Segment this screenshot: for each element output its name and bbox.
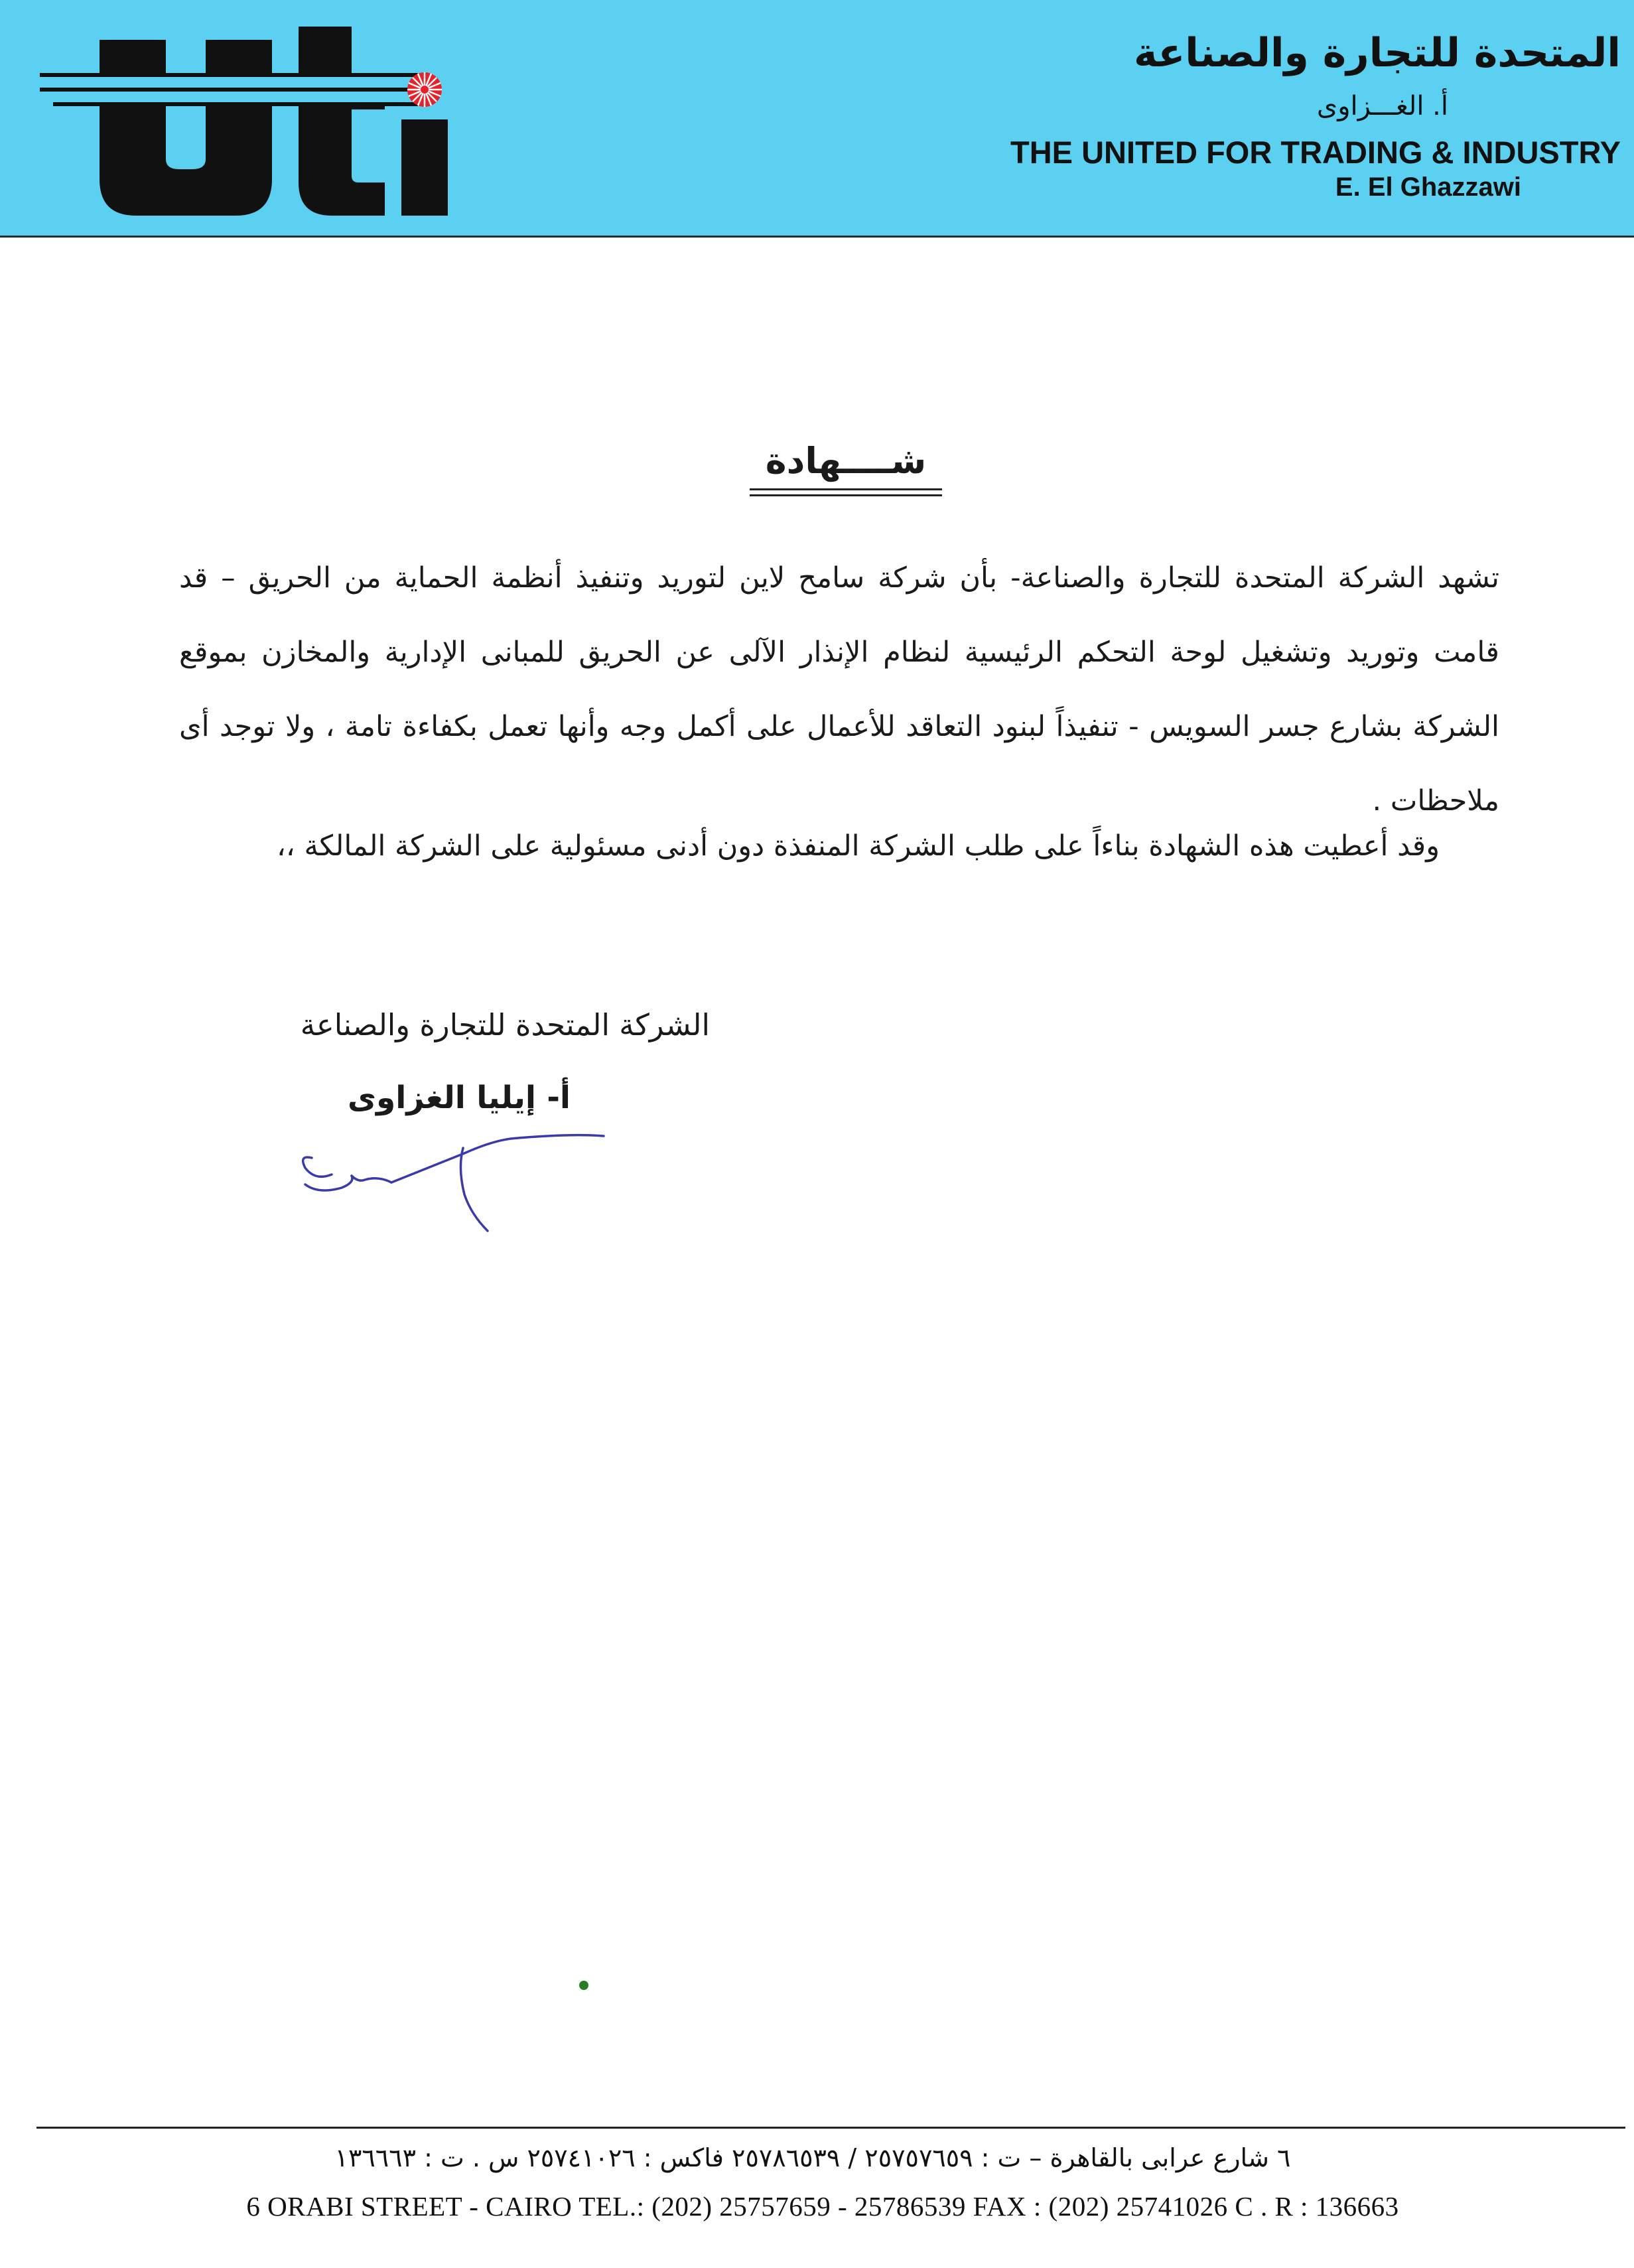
certificate-body [179,541,1499,838]
logo-letter-t [299,27,385,216]
owner-name-arabic: أ. الغـــزاوى [1316,91,1448,121]
letterhead [0,0,1634,236]
footer-address-arabic: ٦ شارع عرابى بالقاهرة – ت : ٢٥٧٥٧٦٥٩ / ٢٥٧٨٦٥٣٩ فاكس : ٢٥٧٤١٠٢٦ س . ت : ١٣٦٦٦٣ [334,2143,1291,2172]
signature-company: الشركة المتحدة للتجارة والصناعة [300,1007,710,1042]
logo-starburst-icon [407,72,442,107]
signature-person: أ- إيليا الغزاوى [347,1080,571,1116]
owner-name-english: E. El Ghazzawi [1335,173,1521,202]
certificate-title-block [750,438,942,496]
certificate-title: شــــهادة [765,440,927,482]
body-paragraph: تشهد الشركة المتحدة للتجارة والصناعة- بأن شركة سامح لاين لتوريد وتنفيذ أنظمة الحماية من الحريق – قد قامت وتوريد وتشغيل لوحة التحكم الرئيسية لنظام الإنذار الآلى عن الحريق للمبانى الإدارية والمخازن بموقع الشركة بشارع جسر السويس - تنفيذاً لبنود التعاقد للأعمال على أكمل وجه وأنها تعمل بكفاءة تامة ، ولا توجد أى ملاحظات . [179,561,1499,817]
footer-divider [36,2127,1625,2129]
ink-spot [579,1981,588,1990]
letterhead-divider [0,236,1634,238]
company-name-english: THE UNITED FOR TRADING & INDUSTRY [1010,135,1621,170]
title-underline-second [750,494,942,496]
logo-letter-i [401,119,448,216]
handwritten-signature [292,1121,624,1241]
logo-letter-u [100,40,272,216]
uti-logo [40,27,451,219]
company-name-arabic: المتحدة للتجارة والصناعة [1133,30,1621,76]
letterhead-text [957,27,1621,203]
title-underline [750,488,942,490]
footer-address-english: 6 ORABI STREET - CAIRO TEL.: (202) 25757659 - 25786539 FAX : (202) 25741026 C . R : 136663 [246,2191,1399,2222]
closing-statement: وقد أعطيت هذه الشهادة بناءاً على طلب الشركة المنفذة دون أدنى مسئولية على الشركة المالكة ،، [277,829,1440,863]
